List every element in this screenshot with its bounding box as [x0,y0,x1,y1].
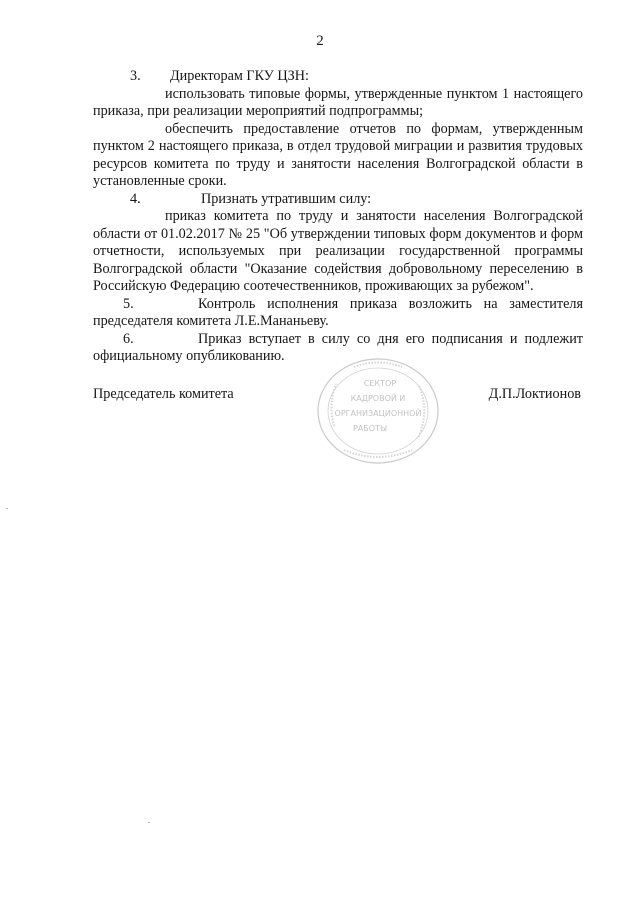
clause-4 [93,191,583,296]
clause-5 [93,296,583,331]
clause-heading: Признать утратившим силу: [201,190,372,207]
clause-number: 6. [123,330,134,347]
stamp-line: КАДРОВОЙ И [350,394,406,403]
clause-paragraph: обеспечить предоставление отчетов по формам, утвержденным пунктом 2 настоящего приказа, в отдел трудовой миграции и развития трудовых ресурсов комитета по труду и занятости населения Волгоградской области в установленные сроки. [93,120,583,189]
clause-text: Приказ вступает в силу со дня его подписания и подлежит официальному опубликованию. [93,330,583,364]
page-number: 2 [316,33,324,49]
stamp-line: РАБОТЫ [352,424,388,433]
clause-heading: Директорам ГКУ ЦЗН: [170,68,309,84]
scan-speck [148,822,150,823]
clause-paragraph: использовать типовые формы, утвержденные пунктом 1 настоящего приказа, при реализации мероприятий подпрограммы; [93,85,583,119]
clause-number: 5. [123,295,134,312]
document-body [93,68,583,366]
signatory-name: Д.П.Локтионов [488,386,581,402]
signature-block [93,386,581,403]
stamp-line: ОРГАНИЗАЦИОННОЙ [334,409,422,418]
clause-number: 4. [130,190,141,207]
clause-paragraph: приказ комитета по труду и занятости населения Волгоградской области от 01.02.2017 № 25 "Об утверждении типовых форм документов и форм отчетности, используемых при реализации государственной программы Волгоградской области "Оказание содействия добровольному переселению в Российскую Федерацию соотечественников, проживающих за рубежом". [93,208,583,294]
stamp-line: СЕКТОР [363,379,397,388]
clause-3 [93,68,583,191]
clause-text: Контроль исполнения приказа возложить на заместителя председателя комитета Л.Е.Мананьеву. [93,295,583,329]
clause-number: 3. [130,68,141,84]
signatory-position: Председатель комитета [93,386,234,402]
official-stamp [314,356,442,466]
scan-speck [6,508,8,509]
